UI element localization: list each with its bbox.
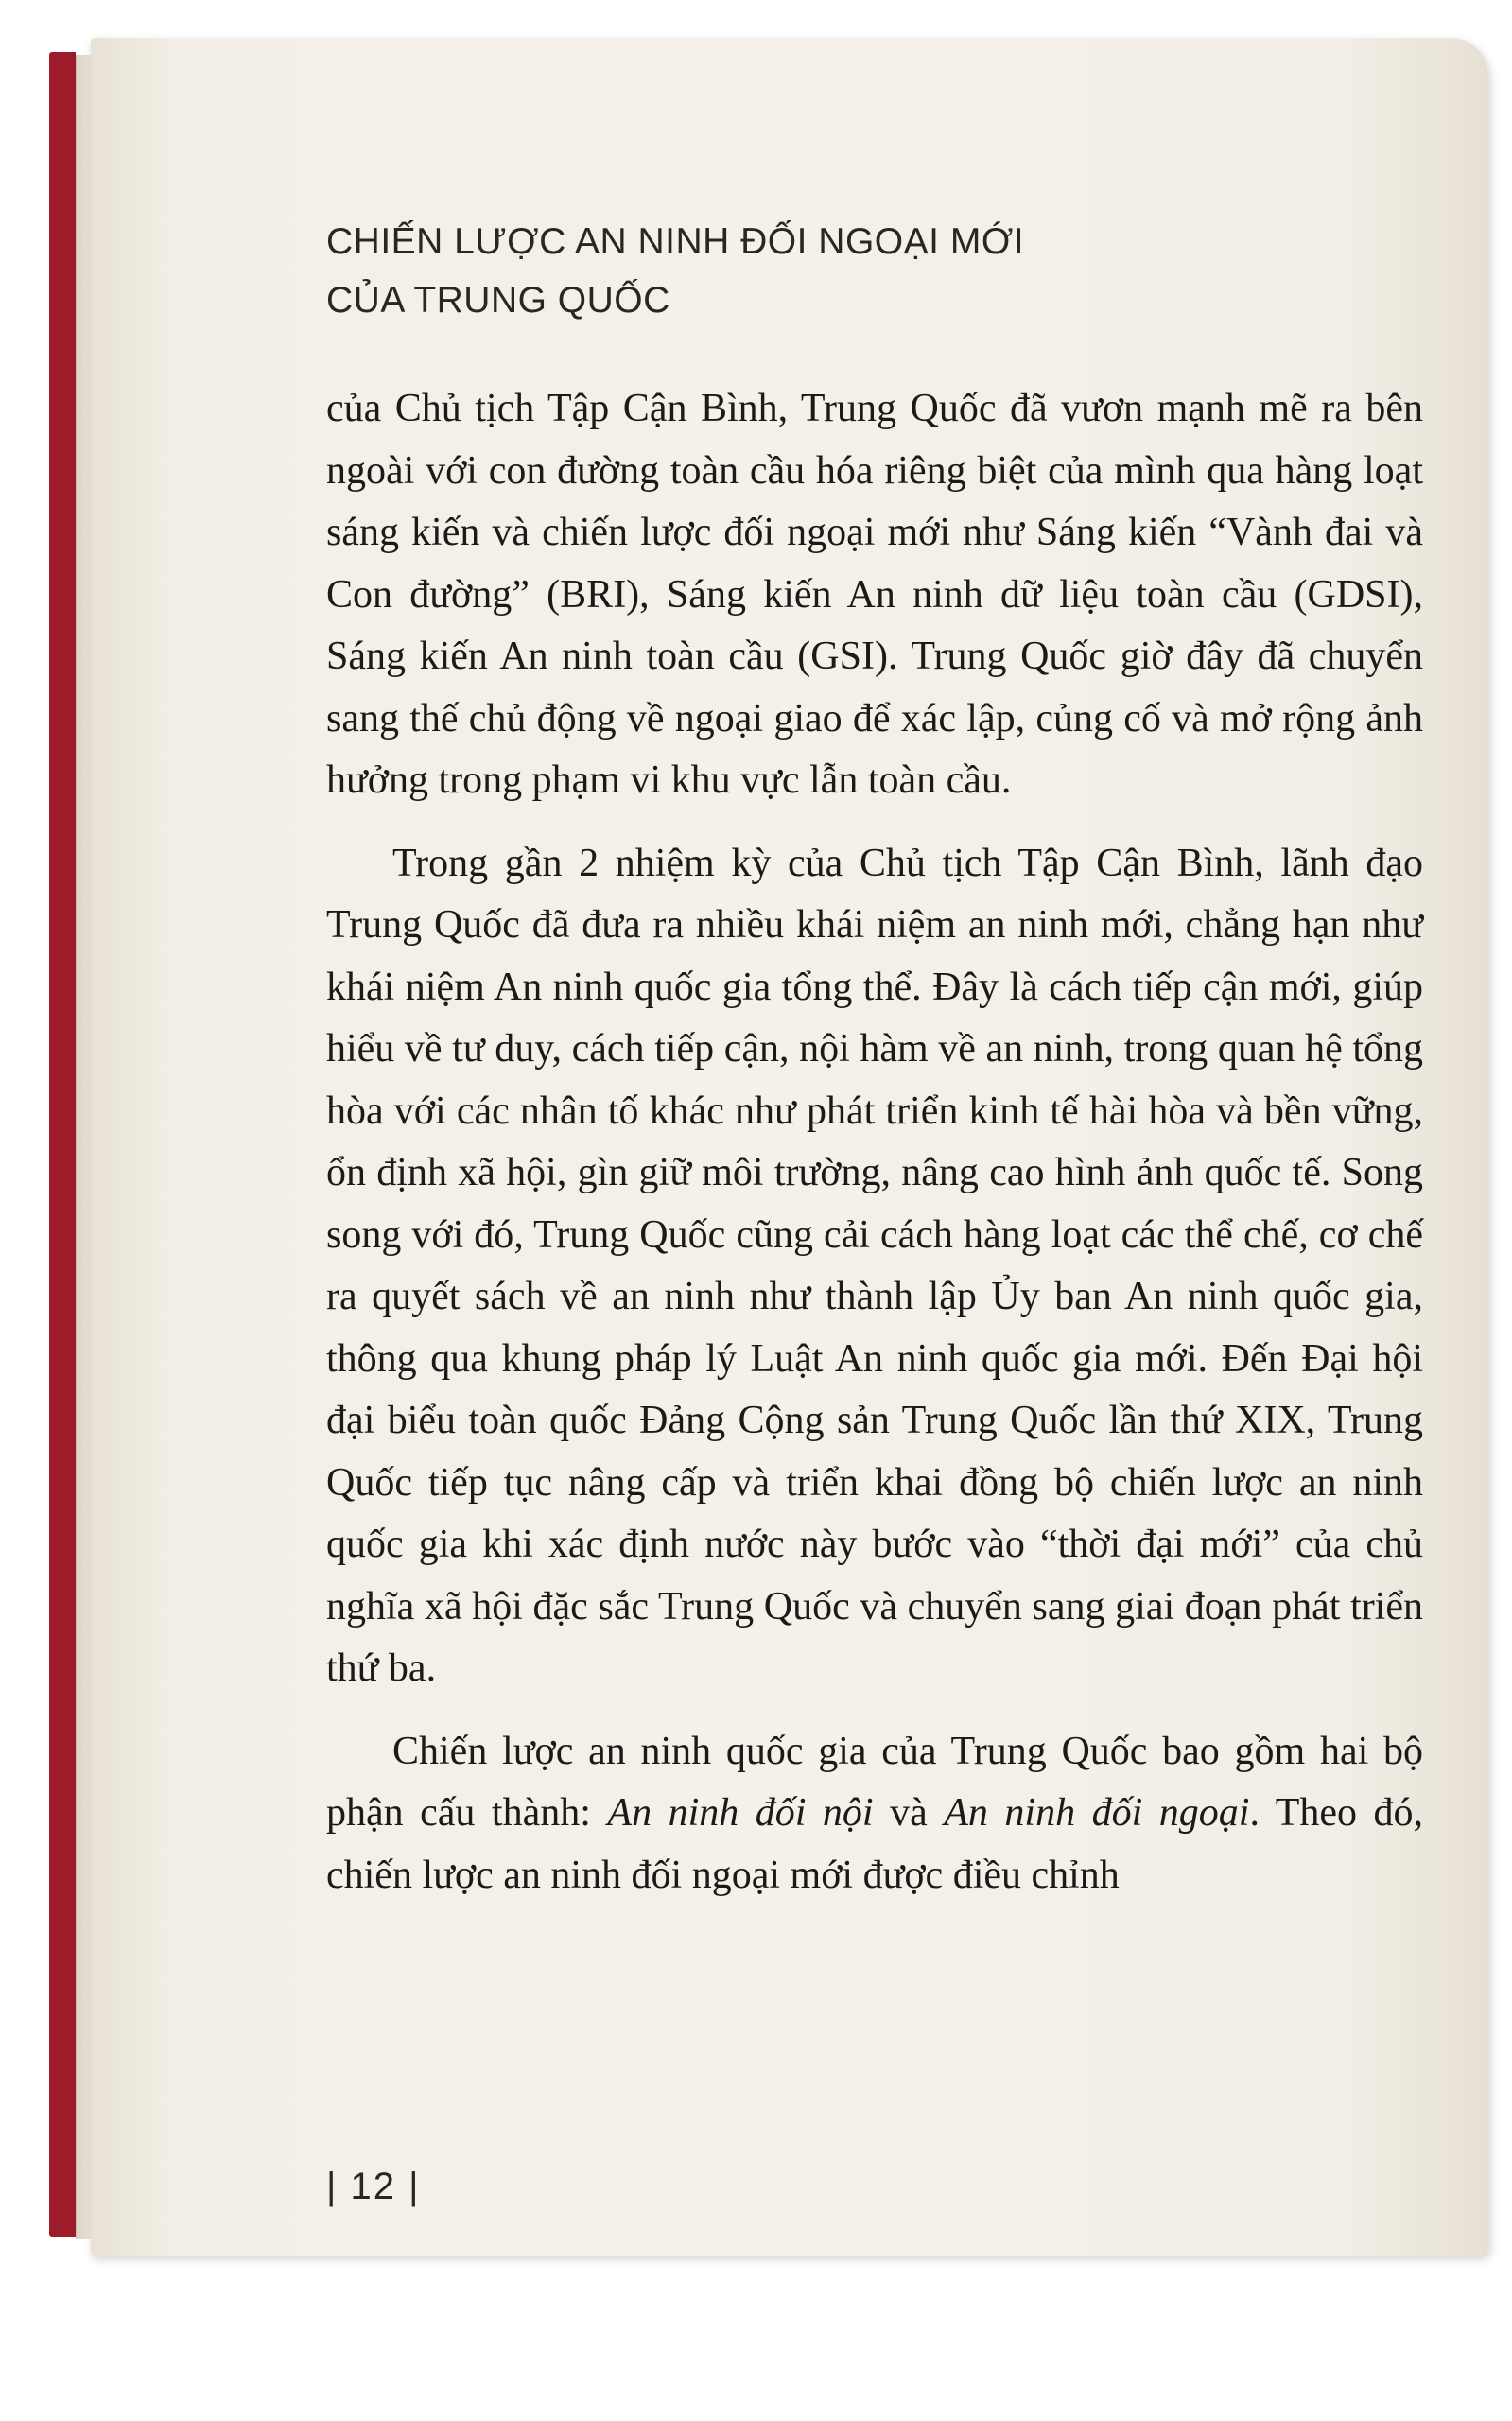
paragraph-3-text-b: và [873, 1791, 945, 1835]
page-number: | 12 | [326, 2166, 421, 2207]
paragraph-2: Trong gần 2 nhiệm kỳ của Chủ tịch Tập Cận Bình, lãnh đạo Trung Quốc đã đưa ra nhiều khái niệm an ninh mới, chẳng hạn như khái niệm An ninh quốc gia tổng thể. Đây là cách tiếp cận mới, giúp hiểu về tư duy, cách tiếp cận, nội hàm về an ninh, trong quan hệ tổng hòa với các nhân tố khác như phát triển kinh tế hài hòa và bền vững, ổn định xã hội, gìn giữ môi trường, nâng cao hình ảnh quốc tế. Song song với đó, Trung Quốc cũng cải cách hàng loạt các thể chế, cơ chế ra quyết sách về an ninh như thành lập Ủy ban An ninh quốc gia, thông qua khung pháp lý Luật An ninh quốc gia mới. Đến Đại hội đại biểu toàn quốc Đảng Cộng sản Trung Quốc lần thứ XIX, Trung Quốc tiếp tục nâng cấp và triển khai đồng bộ chiến lược an ninh quốc gia khi xác định nước này bước vào “thời đại mới” của chủ nghĩa xã hội đặc sắc Trung Quốc và chuyển sang giai đoạn phát triển thứ ba. [326, 841, 1423, 1690]
paragraph-3-text-c: . Theo đó, chiến lược an ninh đối ngoại mới được điều chỉnh [326, 1791, 1423, 1897]
running-head-line-2: CỦA TRUNG QUỐC [326, 280, 670, 321]
running-head-line-1: CHIẾN LƯỢC AN NINH ĐỐI NGOẠI MỚI [326, 221, 1025, 262]
book-cover-edge [49, 52, 76, 2237]
paragraph-3-italic-b: An ninh đối ngoại [944, 1791, 1250, 1835]
running-head [326, 213, 1024, 330]
paragraph-3-italic-a: An ninh đối nội [607, 1791, 874, 1835]
paragraph-1: của Chủ tịch Tập Cận Bình, Trung Quốc đã vươn mạnh mẽ ra bên ngoài với con đường toàn cầu hóa riêng biệt của mình qua hàng loạt sáng kiến và chiến lược đối ngoại mới như Sáng kiến “Vành đai và Con đường” (BRI), Sáng kiến An ninh dữ liệu toàn cầu (GDSI), Sáng kiến An ninh toàn cầu (GSI). Trung Quốc giờ đây đã chuyển sang thế chủ động về ngoại giao để xác lập, củng cố và mở rộng ảnh hưởng trong phạm vi khu vực lẫn toàn cầu. [326, 387, 1423, 802]
body-text [326, 378, 1423, 1907]
paragraph-3 [326, 1721, 1423, 1907]
paragraph-3-text-a: Chiến lược an ninh quốc gia của Trung Quốc bao gồm hai bộ phận cấu thành: [326, 1729, 1423, 1835]
